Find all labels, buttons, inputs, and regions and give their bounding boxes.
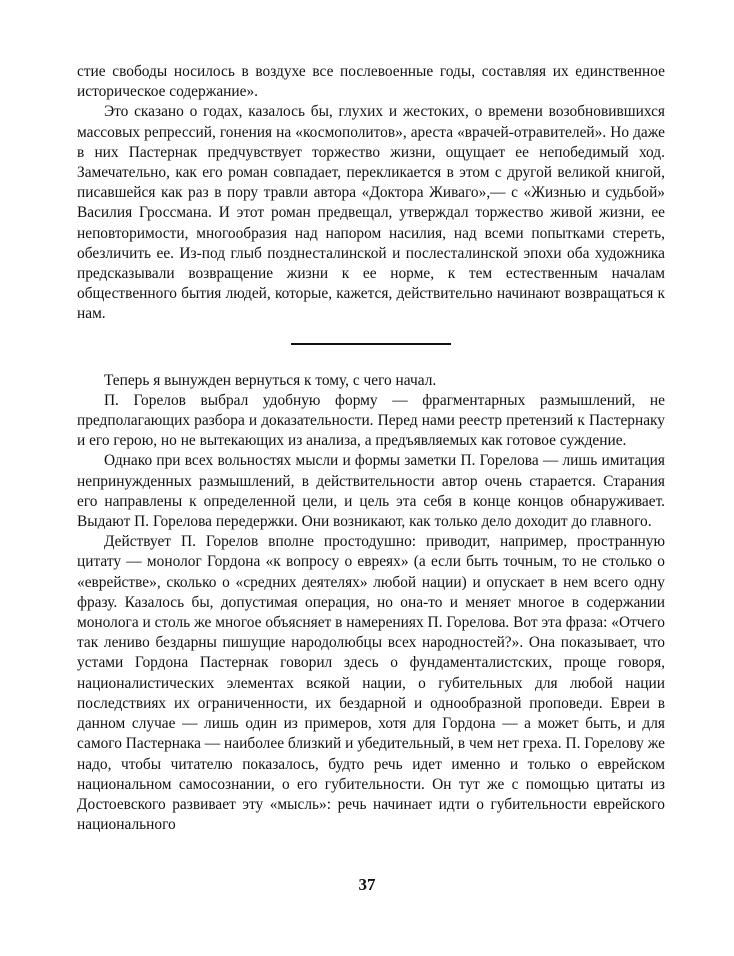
body-text <box>77 62 665 835</box>
page-number: 37 <box>358 875 376 894</box>
paragraph: Это сказано о годах, казалось бы, глухих и жестоких, о времени возобновившихся массовых репрессий, гонения на «космополитов», ареста «врачей-отравителей». Но даже в них Пастернак предчувствует торжество жизни, ощущает ее непобедимый ход. Замечательно, как его роман совпадает, перекликается в этом с другой великой книгой, писавшейся как раз в пору травли автора «Доктора Живаго»,— с «Жизнью и судьбой» Василия Гроссмана. И этот роман предвещал, утверждал торжество живой жизни, ее неповторимости, многообразия над напором насилия, над всеми попытками стереть, обезличить ее. Из-под глыб позднесталинской и послесталинской эпохи оба художника предсказывали возвращение жизни к ее норме, к тем естественным началам общественного бытия людей, которые, кажется, действительно начинают возвращаться к нам. <box>77 103 665 323</box>
paragraph: П. Горелов выбрал удобную форму — фрагментарных размышлений, не предполагающих разбора и доказательности. Перед нами реестр претензий к Пастернаку и его герою, но не вытекающих из анализа, а предъявляемых как готовое суждение. <box>77 391 665 450</box>
paragraph: Действует П. Горелов вполне простодушно: приводит, например, пространную цитату — монолог Гордона «к вопросу о евреях» (а если быть точным, то не столько о «еврействе», сколько о «средних деятелях» любой нации) и опускает в нем всего одну фразу. Казалось бы, допустимая операция, но она-то и меняет многое в содержании монолога и столь же многое объясняет в намерениях П. Горелова. Вот эта фраза: «Отчего так лениво бездарны пишущие народолюбцы всех народностей?». Она показывает, что устами Гордона Пастернак говорил здесь о фундаменталистских, проще говоря, националистических элементах всякой нации, о губительных для любой нации последствиях их ограниченности, их бездарной и однообразной проповеди. Евреи в данном случае — лишь один из примеров, хотя для Гордона — а может быть, и для самого Пастернака — наиболее близкий и убедительный, в чем нет греха. П. Горелову же надо, чтобы читателю показалось, будто речь идет именно и только о еврейском национальном самосознании, о его губительности. Он тут же с помощью цитаты из Достоевского развивает эту «мысль»: речь начинает идти о губительности еврейского национального <box>77 533 665 834</box>
paragraph: Теперь я вынужден вернуться к тому, с чего начал. <box>103 371 437 389</box>
paragraph-continued: стие свободы носилось в воздухе все послевоенные годы, составляя их единственное историческое содержание». <box>77 63 665 101</box>
section-divider <box>291 343 451 345</box>
paragraph: Однако при всех вольностях мысли и формы заметки П. Горелова — лишь имитация непринужденных размышлений, в действительности автор очень старается. Старания его направлены к определенной цели, и цель эта себя в конце концов обнаруживает. Выдают П. Горелова передержки. Они возникают, как только дело доходит до главного. <box>77 452 665 531</box>
